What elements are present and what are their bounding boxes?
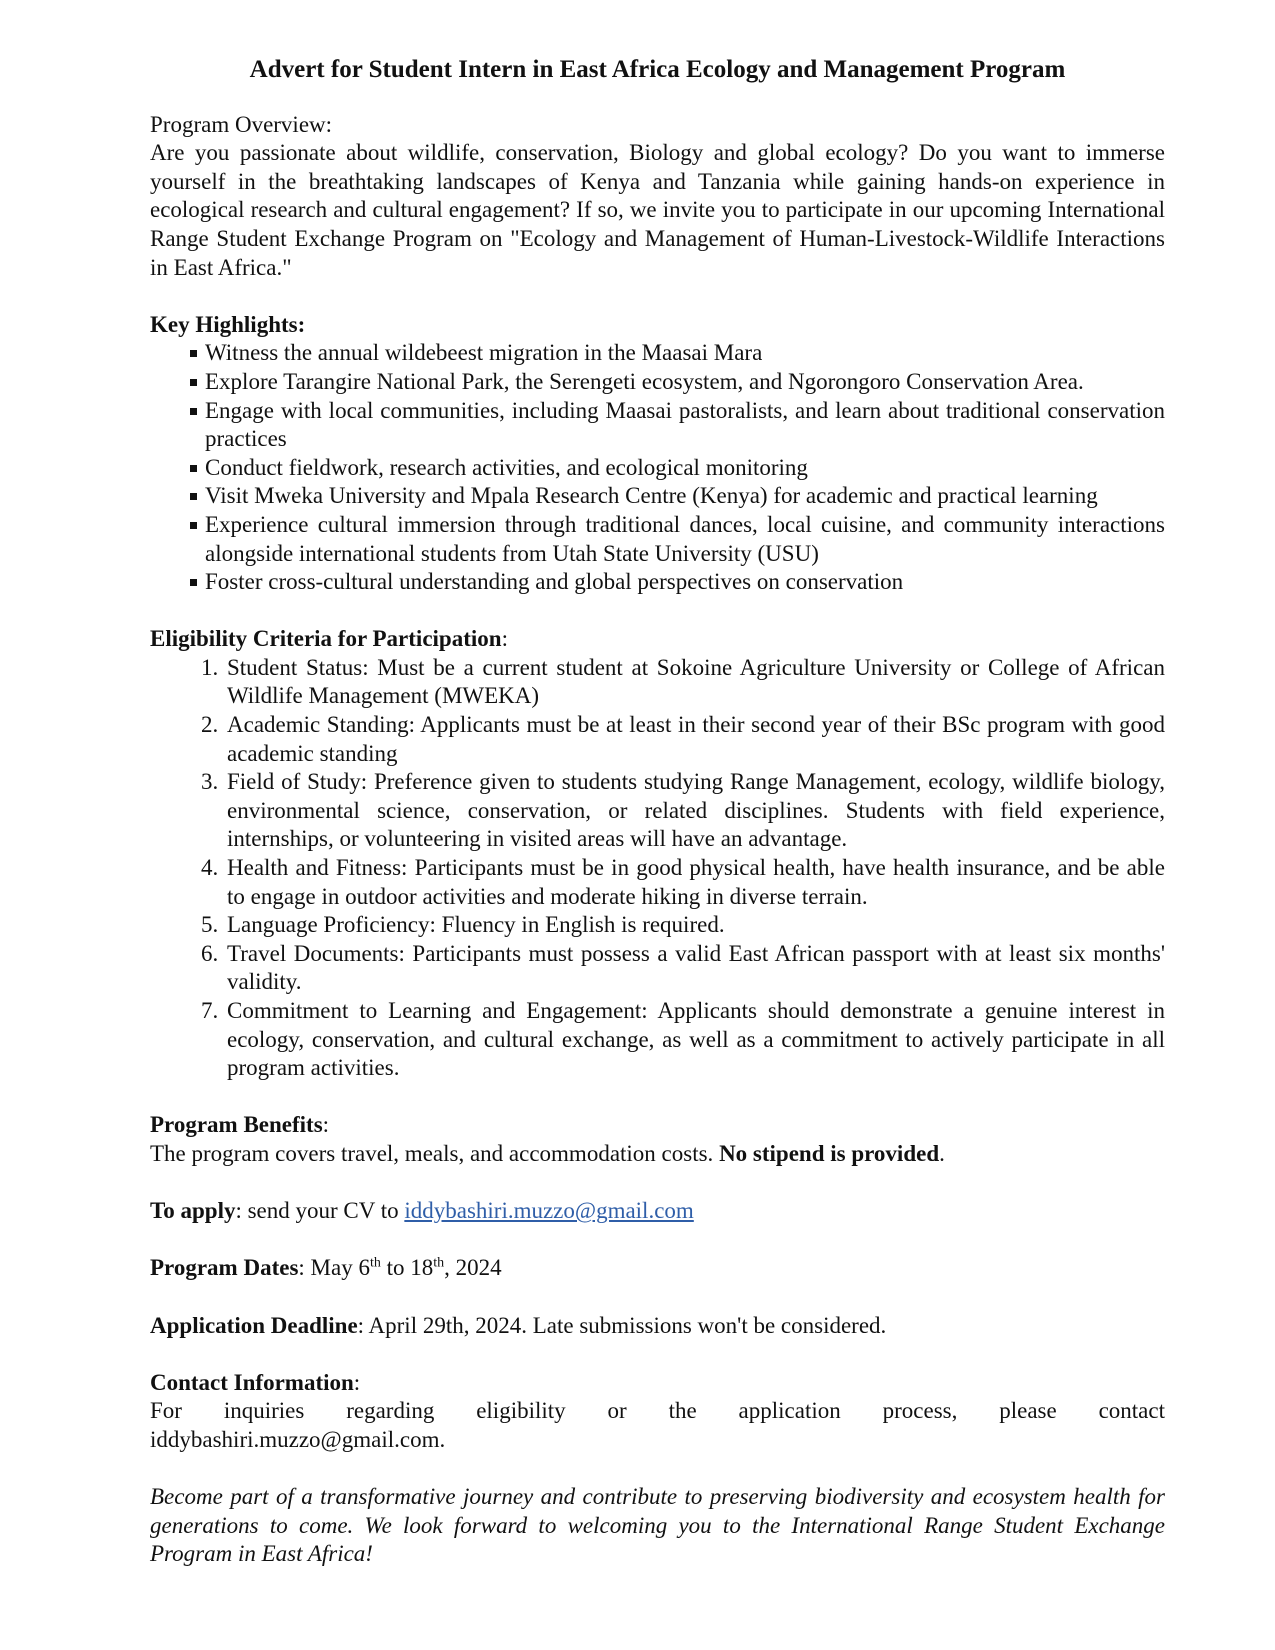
contact-heading [150, 1369, 1165, 1398]
spacer [150, 1283, 1165, 1312]
spacer [150, 1455, 1165, 1484]
highlight-item: Foster cross-cultural understanding and global perspectives on conservation [190, 568, 1165, 597]
highlight-item: Explore Tarangire National Park, the Serengeti ecosystem, and Ngorongoro Conservation Area. [190, 368, 1165, 397]
deadline-text: : April 29th, 2024. Late submissions won't be considered. [357, 1312, 887, 1338]
benefits-heading-colon: : [322, 1112, 330, 1138]
spacer [150, 597, 1165, 626]
eligibility-heading-text: Eligibility Criteria for Participation [150, 626, 502, 652]
highlight-item: Witness the annual wildebeest migration in the Maasai Mara [190, 339, 1165, 368]
eligibility-list [150, 654, 1165, 1083]
document-page [150, 48, 1165, 1569]
contact-text: For inquiries regarding eligibility or the application process, please contact [150, 1398, 1165, 1424]
closing-statement: Become part of a transformative journey and contribute to preserving biodiversity and ecosystem health for generations to come. We look forward to welcoming you to the International Range Student Exchange Program in East Africa! [150, 1484, 1165, 1567]
contact-heading-text: Contact Information [150, 1369, 354, 1395]
eligibility-heading [150, 625, 1165, 654]
eligibility-item: 5. Language Proficiency: Fluency in English is required. [224, 911, 1165, 940]
eligibility-item: 1. Student Status: Must be a current student at Sokoine Agriculture University or College of African Wildlife Management (MWEKA) [224, 654, 1165, 711]
benefits-heading-text: Program Benefits [150, 1112, 323, 1138]
highlight-item: Conduct fieldwork, research activities, and ecological monitoring [190, 454, 1165, 483]
apply-email-link[interactable]: iddybashiri.muzzo@gmail.com [404, 1198, 694, 1224]
dates-part2: to 18 [380, 1255, 434, 1281]
deadline-line [150, 1312, 1165, 1341]
dates-sup2: th [433, 1255, 445, 1271]
benefits-end: . [939, 1140, 945, 1166]
dates-label: Program Dates [150, 1255, 299, 1281]
eligibility-item: 3. Field of Study: Preference given to students studying Range Management, ecology, wildlife biology, environmental science, conservation, or related disciplines. Students with field experience, internships, or volunteering in visited areas will have an advantage. [224, 768, 1165, 854]
apply-label: To apply [150, 1198, 236, 1224]
deadline-label: Application Deadline [150, 1312, 358, 1338]
apply-line [150, 1197, 1165, 1226]
eligibility-heading-colon: : [501, 626, 508, 652]
contact-email: iddybashiri.muzzo@gmail.com. [150, 1426, 446, 1452]
spacer [150, 282, 1165, 311]
highlights-list [150, 339, 1165, 596]
overview-heading: Program Overview: [150, 111, 333, 137]
eligibility-item: 2. Academic Standing: Applicants must be at least in their second year of their BSc program with good academic standing [224, 711, 1165, 768]
contact-heading-colon: : [353, 1369, 361, 1395]
dates-sup1: th [369, 1255, 381, 1271]
spacer [150, 1169, 1165, 1198]
benefits-emphasis: No stipend is provided [719, 1140, 940, 1166]
spacer [150, 1083, 1165, 1112]
eligibility-item: 4. Health and Fitness: Participants must be in good physical health, have health insurance, and be able to engage in outdoor activities and moderate hiking in diverse terrain. [224, 854, 1165, 911]
highlights-heading [150, 311, 1165, 340]
overview-text: Are you passionate about wildlife, conservation, Biology and global ecology? Do you want to immerse yourself in the breathtaking landscapes of Kenya and Tanzania while gaining hands-on experience in ecological research and cultural engagement? If so, we invite you to participate in our upcoming International Range Student Exchange Program on "Ecology and Management of Human-Livestock-Wildlife Interactions in East Africa." [150, 140, 1165, 280]
highlight-item: Engage with local communities, including Maasai pastoralists, and learn about traditional conservation practices [190, 397, 1165, 454]
dates-part1: : May 6 [298, 1255, 370, 1281]
eligibility-item: 6. Travel Documents: Participants must possess a valid East African passport with at least six months' validity. [224, 940, 1165, 997]
apply-text: : send your CV to [235, 1198, 405, 1224]
benefits-text [150, 1140, 1165, 1169]
dates-line [150, 1254, 1165, 1283]
eligibility-item: 7. Commitment to Learning and Engagement: Applicants should demonstrate a genuine interest in ecology, conservation, and cultural exchange, as well as a commitment to actively participate in all program activities. [224, 997, 1165, 1083]
highlight-item: Experience cultural immersion through traditional dances, local cuisine, and community interactions alongside international students from Utah State University (USU) [190, 511, 1165, 568]
spacer [150, 1340, 1165, 1369]
benefits-body: The program covers travel, meals, and accommodation costs. [150, 1140, 720, 1166]
benefits-heading [150, 1111, 1165, 1140]
spacer [150, 1226, 1165, 1255]
highlight-item: Visit Mweka University and Mpala Research Centre (Kenya) for academic and practical learning [190, 482, 1165, 511]
highlights-heading-text: Key Highlights: [150, 311, 306, 337]
dates-part3: , 2024 [444, 1255, 502, 1281]
page-title: Advert for Student Intern in East Africa Ecology and Management Program [249, 56, 1066, 83]
